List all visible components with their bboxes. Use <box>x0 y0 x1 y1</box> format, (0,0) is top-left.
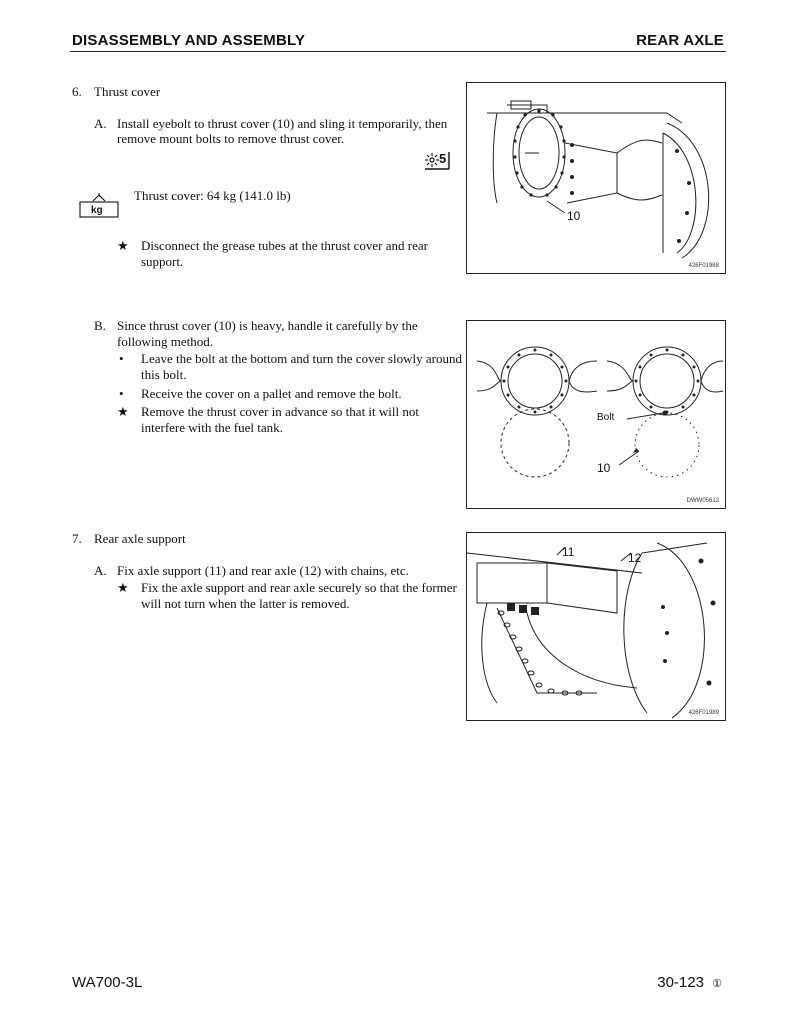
note-6a-1-line-2: support. <box>141 254 184 269</box>
callout-bolt: Bolt <box>597 412 615 423</box>
step-7a-line-1: Fix axle support (11) and rear axle (12) with chains, etc. <box>117 563 409 578</box>
figure-axle-support <box>466 532 726 721</box>
note-7a-1-line-1: Fix the axle support and rear axle securely so that the former <box>141 580 457 595</box>
section-7-number: 7. <box>72 531 82 546</box>
axle-support-drawing <box>467 533 725 720</box>
step-6b-line-1: Since thrust cover (10) is heavy, handle it carefully by the <box>117 318 418 333</box>
note-6a-1-line-1: Disconnect the grease tubes at the thrust cover and rear <box>141 238 428 253</box>
step-6b-letter: B. <box>94 318 106 333</box>
revision-mark-icon: ① <box>712 978 722 990</box>
thrust-cover-drawing <box>467 83 725 273</box>
cover-rotation-drawing <box>467 321 725 508</box>
note-7a-1-symbol: ★ <box>117 580 129 595</box>
figure-thrust-cover <box>466 82 726 274</box>
footer-model: WA700-3L <box>72 974 143 991</box>
note-6b-1-line-1: Leave the bolt at the bottom and turn the cover slowly around <box>141 351 462 366</box>
note-6b-3-symbol: ★ <box>117 404 129 419</box>
section-7-title: Rear axle support <box>94 531 186 546</box>
callout-cover-10: 10 <box>597 461 611 475</box>
step-7a-letter: A. <box>94 563 107 578</box>
header-section-title: DISASSEMBLY AND ASSEMBLY <box>72 32 306 49</box>
step-6a-line-2: remove mount bolts to remove thrust cover. <box>117 131 345 146</box>
figure-code: 426F01988 <box>688 263 719 269</box>
note-6b-1-symbol: • <box>119 351 124 366</box>
weight-text: Thrust cover: 64 kg (141.0 lb) <box>134 188 291 203</box>
header-chapter-title: REAR AXLE <box>636 32 724 49</box>
note-6a-1-symbol: ★ <box>117 238 129 253</box>
note-7a-1-line-2: will not turn when the latter is removed. <box>141 596 350 611</box>
note-6b-1-line-2: this bolt. <box>141 367 187 382</box>
note-6b-2-line-1: Receive the cover on a pallet and remove the bolt. <box>141 386 402 401</box>
step-6a-line-1: Install eyebolt to thrust cover (10) and sling it temporarily, then <box>117 116 448 131</box>
callout-thrust-cover-10: 10 <box>567 209 581 223</box>
note-6b-3-line-1: Remove the thrust cover in advance so that it will not <box>141 404 419 419</box>
section-6-number: 6. <box>72 84 82 99</box>
footer-page <box>657 974 722 991</box>
callout-rear-axle-12: 12 <box>628 551 642 565</box>
step-6a-letter: A. <box>94 116 107 131</box>
note-6b-3-line-2: interfere with the fuel tank. <box>141 420 283 435</box>
step-6b-line-2: following method. <box>117 334 214 349</box>
callout-axle-support-11: 11 <box>562 545 575 559</box>
figure-code: DWW05612 <box>686 498 719 504</box>
figure-cover-rotation <box>466 320 726 509</box>
header-rule <box>70 51 726 52</box>
weight-icon-label: kg <box>91 205 103 216</box>
section-6-title: Thrust cover <box>94 84 161 99</box>
note-6b-2-symbol: • <box>119 386 124 401</box>
tool-mark-number: 5 <box>439 151 447 166</box>
figure-code: 426F01989 <box>688 710 719 716</box>
footer-page-number: 30-123 <box>657 974 704 991</box>
